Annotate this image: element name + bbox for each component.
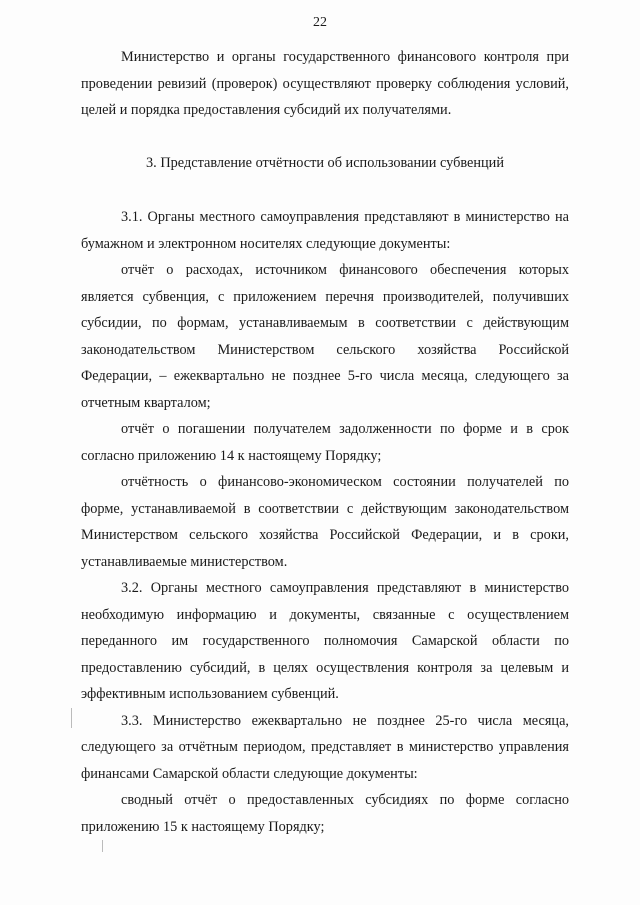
- intro-paragraph: Министерство и органы государственного финансового контроля при проведении ревизий (проверок) осуществляют проверку соблюдения условий, целей и порядка предоставления субсидий их получателями.: [81, 49, 569, 118]
- scan-artifact: [102, 840, 103, 852]
- paragraph-3-3: 3.3. Министерство ежеквартально не позднее 25-го числа месяца, следующего за отчётным периодом, представляет в министерство управления финансами Самарской области следующие документы:: [81, 712, 569, 782]
- section-heading: 3. Представление отчётности об использовании субвенций: [146, 154, 504, 171]
- paragraph-3-1-item-financial-state: отчётность о финансово-экономическом состоянии получателей по форме, устанавливаемой в соответствии с действующим законодательством Министерством сельского хозяйства Российской Федерации, и в сроки, устанавливаемые министерством.: [81, 474, 569, 570]
- paragraph-3-1-item-debt-report: отчёт о погашении получателем задолженности по форме и в срок согласно приложению 14 к настоящему Порядку;: [81, 421, 569, 464]
- scan-artifact: [71, 708, 72, 728]
- spacer: [81, 124, 569, 150]
- paragraph-3-2: 3.2. Органы местного самоуправления представляют в министерство необходимую информацию и документы, связанные с осуществлением переданного им государственного полномочия Самарской области по предоставлению субсидий, в целях осуществления контроля за целевым и эффективным использованием субвенций.: [81, 580, 569, 702]
- document-body: [81, 44, 569, 840]
- paragraph-3-3-item-summary-report: сводный отчёт о предоставленных субсидиях по форме согласно приложению 15 к настоящему Порядку;: [81, 792, 569, 835]
- spacer: [81, 176, 569, 204]
- paragraph-3-1-item-expenses-report: отчёт о расходах, источником финансового обеспечения которых является субвенция, с приложением перечня производителей, получивших субсидии, по формам, устанавливаемым в соответствии с действующим законодательством Министерством сельского хозяйства Российской Федерации, – ежеквартально не позднее 5-го числа месяца, следующего за отчетным кварталом;: [81, 262, 569, 411]
- paragraph-3-1: 3.1. Органы местного самоуправления представляют в министерство на бумажном и электронном носителях следующие документы:: [81, 209, 569, 252]
- page-number: 22: [313, 15, 327, 30]
